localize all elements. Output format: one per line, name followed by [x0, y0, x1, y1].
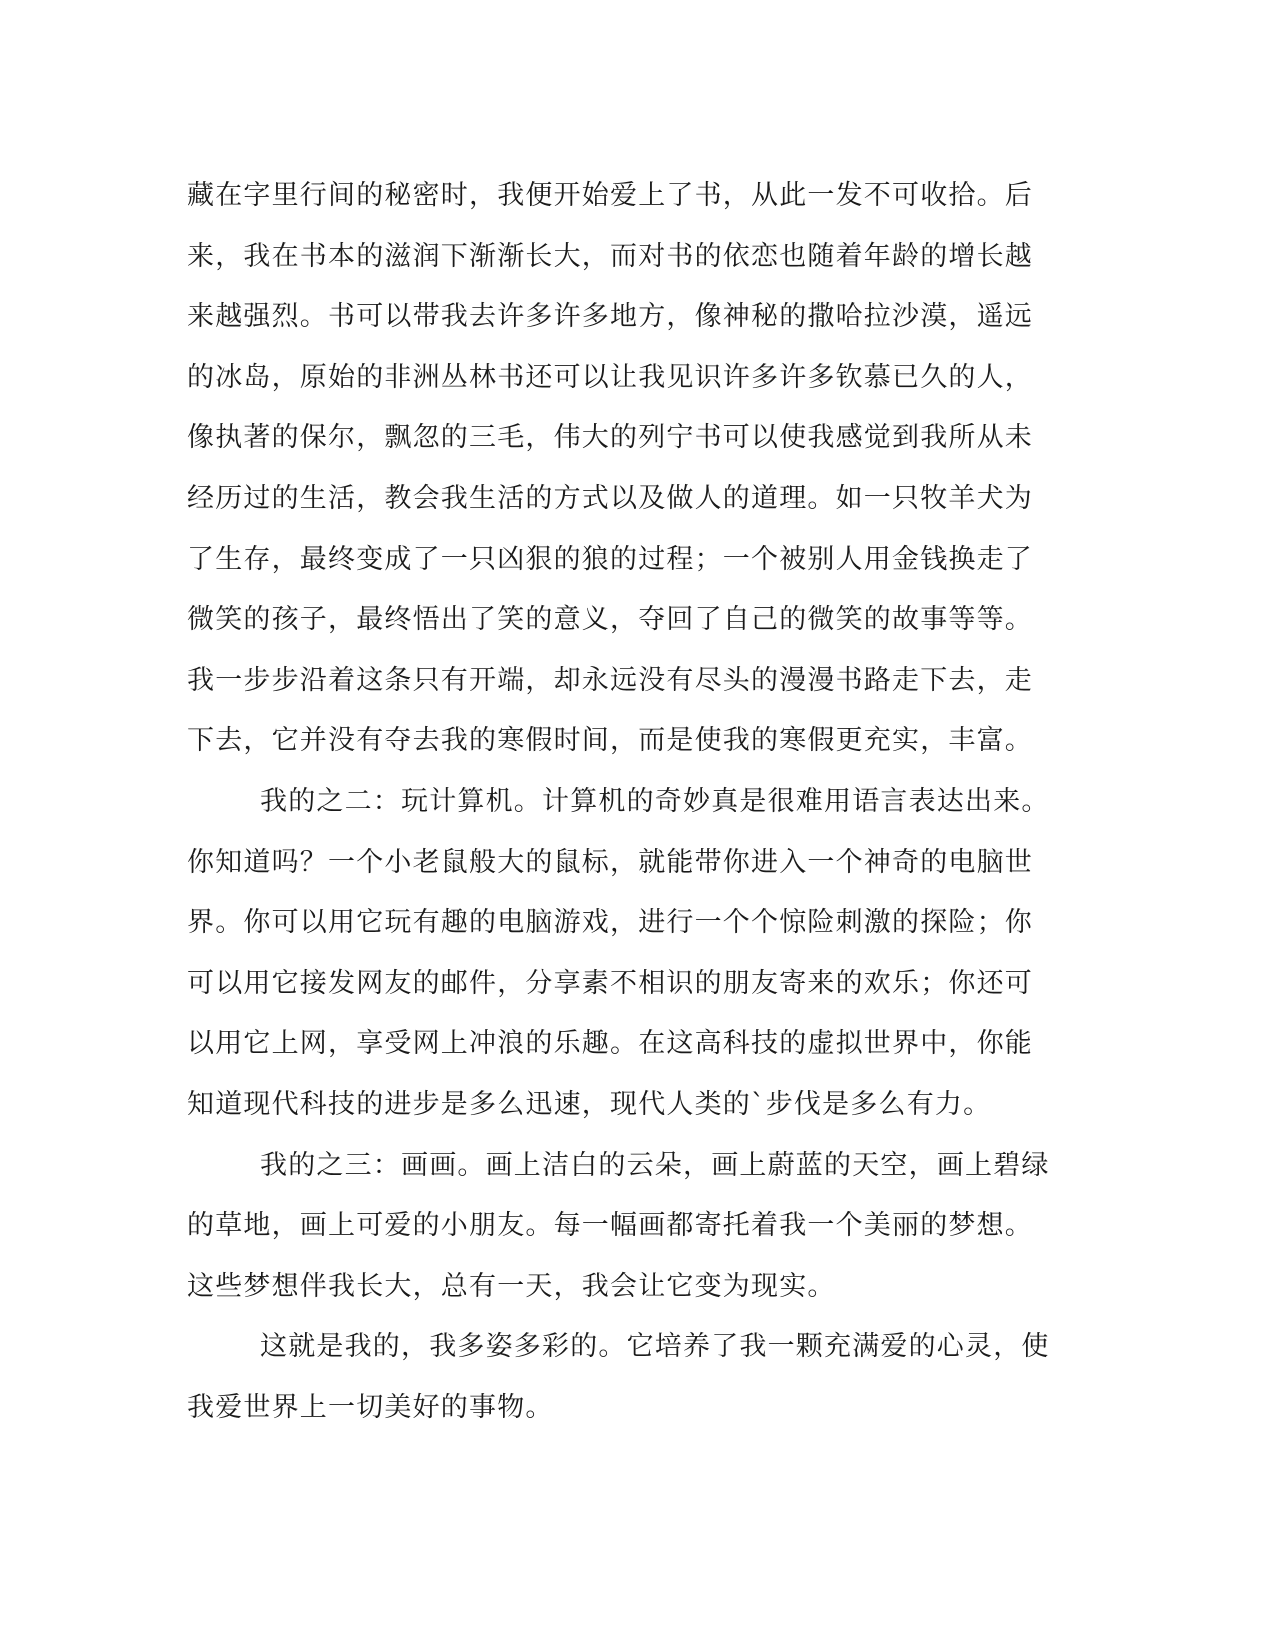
text-line: 界。你可以用它玩有趣的电脑游戏，进行一个个惊险刺激的探险；你 — [187, 907, 1033, 939]
text-line: 微笑的孩子，最终悟出了笑的意义，夺回了自己的微笑的故事等等。 — [187, 604, 1033, 636]
text-line: 的草地，画上可爱的小朋友。每一幅画都寄托着我一个美丽的梦想。 — [187, 1210, 1033, 1242]
paragraph-2 — [187, 772, 1067, 1136]
text-line: 经历过的生活，教会我生活的方式以及做人的道理。如一只牧羊犬为 — [187, 482, 1033, 514]
text-line: 这些梦想伴我长大，总有一天，我会让它变为现实。 — [187, 1270, 836, 1302]
paragraph-3 — [187, 1136, 1067, 1318]
text-line: 下去，它并没有夺去我的寒假时间，而是使我的寒假更充实，丰富。 — [187, 725, 1033, 757]
text-line: 我的之三：画画。画上洁白的云朵，画上蔚蓝的天空，画上碧绿 — [260, 1149, 1050, 1181]
document-body — [187, 166, 1067, 1438]
text-line: 我一步步沿着这条只有开端，却永远没有尽头的漫漫书路走下去，走 — [187, 664, 1033, 696]
text-line: 以用它上网，享受网上冲浪的乐趣。在这高科技的虚拟世界中，你能 — [187, 1028, 1033, 1060]
text-line: 像执著的保尔，飘忽的三毛，伟大的列宁书可以使我感觉到我所从未 — [187, 422, 1033, 454]
text-line: 的冰岛，原始的非洲丛林书还可以让我见识许多许多钦慕已久的人， — [187, 361, 1033, 393]
text-line: 来越强烈。书可以带我去许多许多地方，像神秘的撒哈拉沙漠，遥远 — [187, 301, 1033, 333]
text-line: 了生存，最终变成了一只凶狠的狼的过程；一个被别人用金钱换走了 — [187, 543, 1033, 575]
text-line: 知道现代科技的进步是多么迅速，现代人类的`步伐是多么有力。 — [187, 1088, 992, 1120]
paragraph-1 — [187, 166, 1067, 772]
text-line: 可以用它接发网友的邮件，分享素不相识的朋友寄来的欢乐；你还可 — [187, 967, 1033, 999]
text-line: 我爱世界上一切美好的事物。 — [187, 1391, 554, 1423]
paragraph-4 — [187, 1317, 1067, 1438]
text-line: 这就是我的，我多姿多彩的。它培养了我一颗充满爱的心灵，使 — [260, 1331, 1050, 1363]
text-line: 你知道吗？一个小老鼠般大的鼠标，就能带你进入一个神奇的电脑世 — [187, 846, 1033, 878]
text-line: 来，我在书本的滋润下渐渐长大，而对书的依恋也随着年龄的增长越 — [187, 240, 1033, 272]
text-line: 我的之二：玩计算机。计算机的奇妙真是很难用语言表达出来。 — [260, 785, 1050, 817]
text-line: 藏在字里行间的秘密时，我便开始爱上了书，从此一发不可收拾。后 — [187, 180, 1033, 211]
